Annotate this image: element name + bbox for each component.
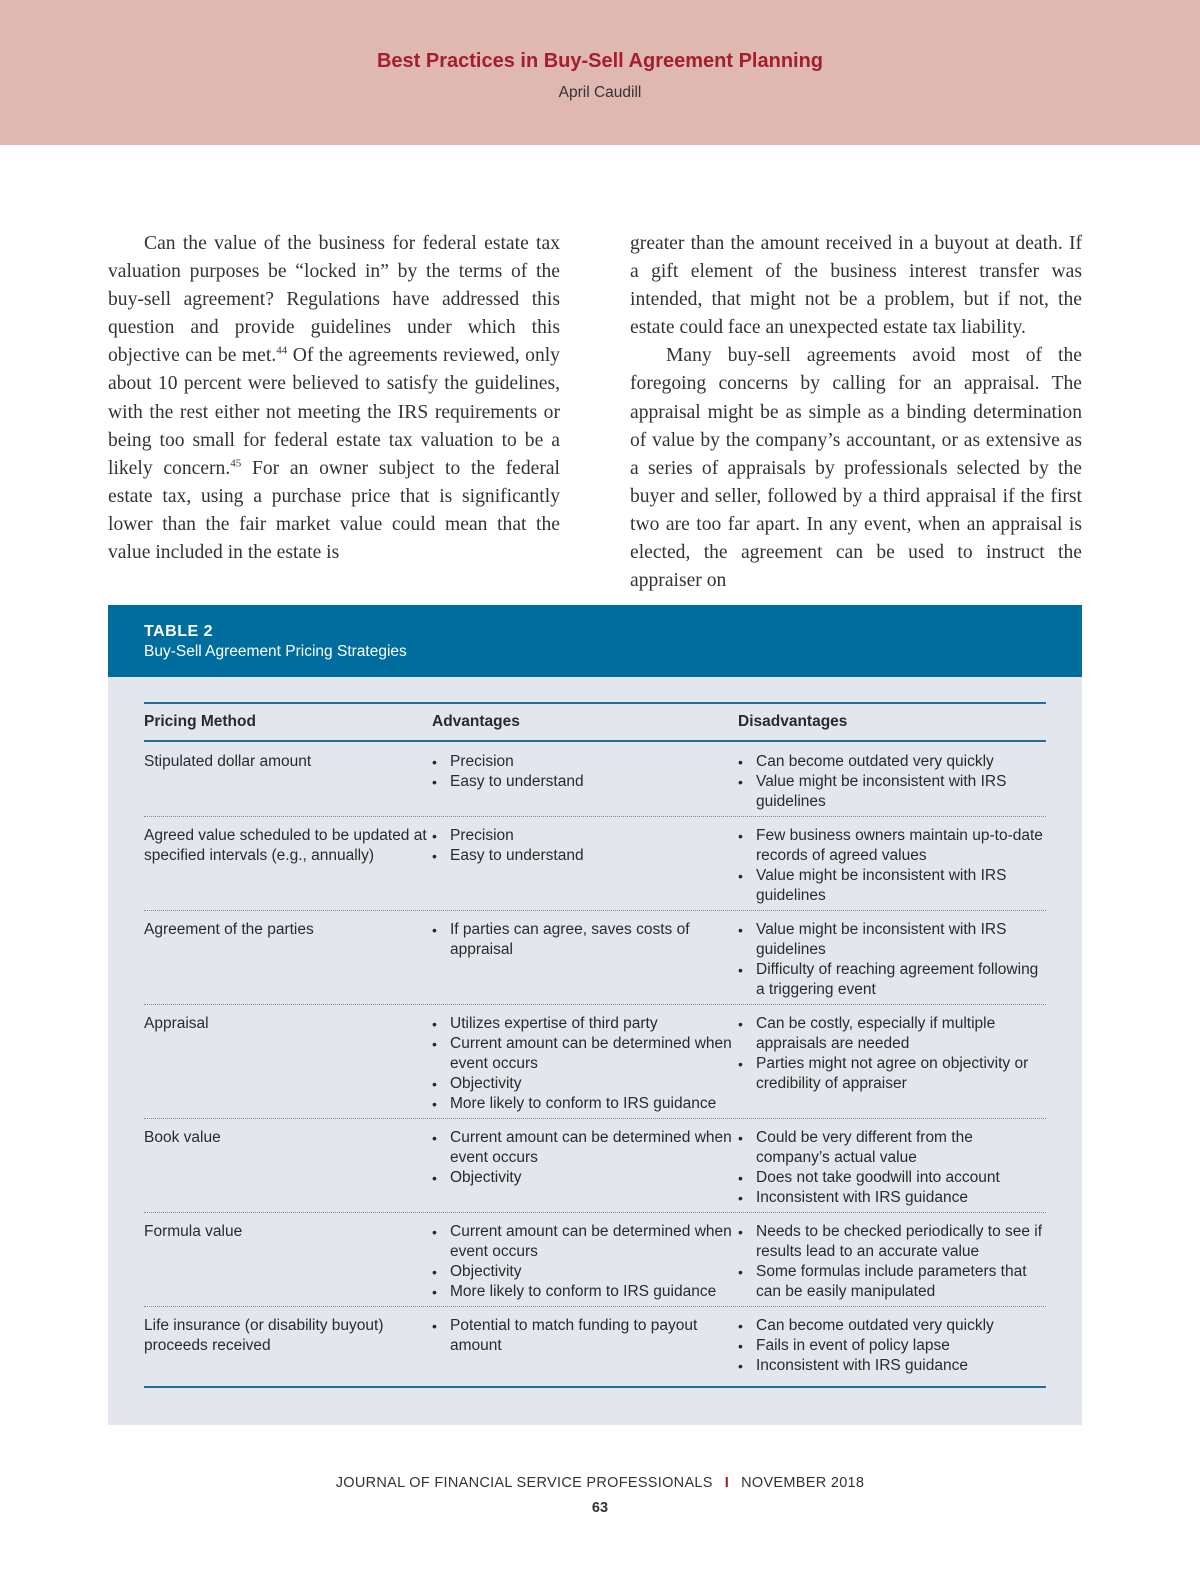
column-header-advantages: Advantages [432,713,520,730]
body-paragraph: greater than the amount received in a buyout at death. If a gift element of the business interest transfer was intended, that might not be a problem, but if not, the estate could face an unexpected estate tax liability. [630,233,1082,339]
table-row [144,1307,1046,1386]
disadvantages-cell [738,1014,1046,1094]
advantages-cell [432,1128,738,1188]
pricing-strategies-table [144,702,1046,1388]
disadvantages-cell [738,1316,1046,1376]
disadvantage-item: • Can become outdated very quickly [738,1316,1046,1336]
disadvantage-item: • Can become outdated very quickly [738,752,1046,772]
advantage-item: • Easy to understand [432,772,738,792]
table-row [144,1213,1046,1307]
advantages-cell [432,1316,738,1356]
disadvantages-cell [738,1128,1046,1208]
disadvantages-list [738,1316,1046,1376]
journal-name: JOURNAL OF FINANCIAL SERVICE PROFESSIONALS [335,1475,713,1491]
disadvantage-item: • Needs to be checked periodically to see if results lead to an accurate value [738,1222,1046,1262]
disadvantage-item: • Fails in event of policy lapse [738,1336,1046,1356]
disadvantage-item: • Can be costly, especially if multiple appraisals are needed [738,1014,1046,1054]
advantages-cell [432,826,738,866]
table-header-row [144,704,1046,742]
disadvantage-item: • Could be very different from the company’s actual value [738,1128,1046,1168]
advantage-item: • More likely to conform to IRS guidance [432,1282,738,1302]
advantages-cell [432,752,738,792]
body-column-right [630,230,1082,595]
disadvantages-cell [738,752,1046,812]
disadvantage-item: • Difficulty of reaching agreement following a triggering event [738,960,1046,1000]
table-row [144,817,1046,911]
advantage-item: • Precision [432,826,738,846]
advantage-item: • Current amount can be determined when event occurs [432,1222,738,1262]
pricing-method-cell: Book value [144,1129,221,1146]
advantages-cell [432,1222,738,1302]
page-footer [0,1475,1200,1491]
page-number: 63 [591,1500,609,1516]
table-label: TABLE 2 [144,623,213,640]
disadvantage-item: • Does not take goodwill into account [738,1168,1046,1188]
article-title: Best Practices in Buy-Sell Agreement Planning [376,50,824,72]
disadvantage-item: • Value might be inconsistent with IRS guidelines [738,866,1046,906]
table-panel [108,605,1082,1425]
pricing-method-cell: Agreed value scheduled to be updated at specified intervals (e.g., annually) [144,827,427,864]
footer-separator: I [724,1475,730,1491]
disadvantage-item: • Value might be inconsistent with IRS guidelines [738,772,1046,812]
disadvantages-list [738,1014,1046,1094]
table-row [144,1119,1046,1213]
disadvantages-list [738,920,1046,1000]
advantage-item: • Precision [432,752,738,772]
advantages-list [432,752,738,792]
table-row [144,742,1046,817]
body-column-left [108,230,560,567]
disadvantages-cell [738,826,1046,906]
footnote-ref[interactable]: 44 [276,344,288,357]
advantages-list [432,1222,738,1302]
disadvantage-item: • Parties might not agree on objectivity or credibility of appraiser [738,1054,1046,1094]
disadvantage-item: • Inconsistent with IRS guidance [738,1356,1046,1376]
disadvantage-item: • Value might be inconsistent with IRS guidelines [738,920,1046,960]
advantages-cell [432,920,738,960]
disadvantage-item: • Inconsistent with IRS guidance [738,1188,1046,1208]
advantage-item: • Objectivity [432,1262,738,1282]
disadvantages-list [738,752,1046,812]
table-body [144,742,1046,1386]
disadvantage-item: • Some formulas include parameters that can be easily manipulated [738,1262,1046,1302]
table-row [144,911,1046,1005]
advantage-item: • Easy to understand [432,846,738,866]
advantage-item: • Objectivity [432,1168,738,1188]
advantage-item: • Current amount can be determined when event occurs [432,1034,738,1074]
advantages-list [432,1014,738,1114]
pricing-method-cell: Stipulated dollar amount [144,753,312,770]
advantages-list [432,826,738,866]
advantage-item: • Utilizes expertise of third party [432,1014,738,1034]
issue-date: NOVEMBER 2018 [741,1475,865,1491]
article-author: April Caudill [558,84,642,101]
advantages-cell [432,1014,738,1114]
table-row [144,1005,1046,1119]
body-paragraph: Can the value of the business for federal estate tax valuation purposes be “locked in” by the terms of the buy-sell agreement? Regulations have addressed this question and provide guidelines under which this objective can be met.$^{44}$ Of the agreements reviewed, only about 10 percent were believed to satisfy the guidelines, with the rest either not meeting the IRS requirements or being too small for federal estate tax valuation to be a likely concern.$^{45}$ For an owner subject to the federal estate tax, using a purchase price that is significantly lower than the fair market value could mean that the value included in the estate is [108,233,560,564]
advantage-item: • Objectivity [432,1074,738,1094]
advantage-item: • If parties can agree, saves costs of appraisal [432,920,738,960]
advantages-list [432,1316,738,1356]
advantage-item: • Current amount can be determined when event occurs [432,1128,738,1168]
advantages-list [432,920,738,960]
disadvantages-cell [738,920,1046,1000]
column-header-pricing-method: Pricing Method [144,713,256,730]
pricing-method-cell: Life insurance (or disability buyout) proceeds received [144,1317,384,1354]
pricing-method-cell: Appraisal [144,1015,209,1032]
footnote-ref[interactable]: 45 [230,457,242,470]
disadvantages-list [738,1128,1046,1208]
body-paragraph: Many buy-sell agreements avoid most of the foregoing concerns by calling for an appraisal. The appraisal might be as simple as a binding determination of value by the company’s accountant, or as extensive as a series of appraisals by professionals selected by the buyer and seller, followed by a third appraisal if the first two are too far apart. In any event, when an appraisal is elected, the agreement can be used to instruct the appraiser on [630,345,1082,592]
table-header-band [108,605,1082,677]
disadvantages-list [738,1222,1046,1302]
disadvantages-list [738,826,1046,906]
disadvantage-item: • Few business owners maintain up-to-date records of agreed values [738,826,1046,866]
pricing-method-cell: Formula value [144,1223,243,1240]
disadvantages-cell [738,1222,1046,1302]
table-caption: Buy-Sell Agreement Pricing Strategies [144,643,407,660]
column-header-disadvantages: Disadvantages [738,713,848,730]
advantage-item: • More likely to conform to IRS guidance [432,1094,738,1114]
advantage-item: • Potential to match funding to payout amount [432,1316,738,1356]
pricing-method-cell: Agreement of the parties [144,921,314,938]
advantages-list [432,1128,738,1188]
